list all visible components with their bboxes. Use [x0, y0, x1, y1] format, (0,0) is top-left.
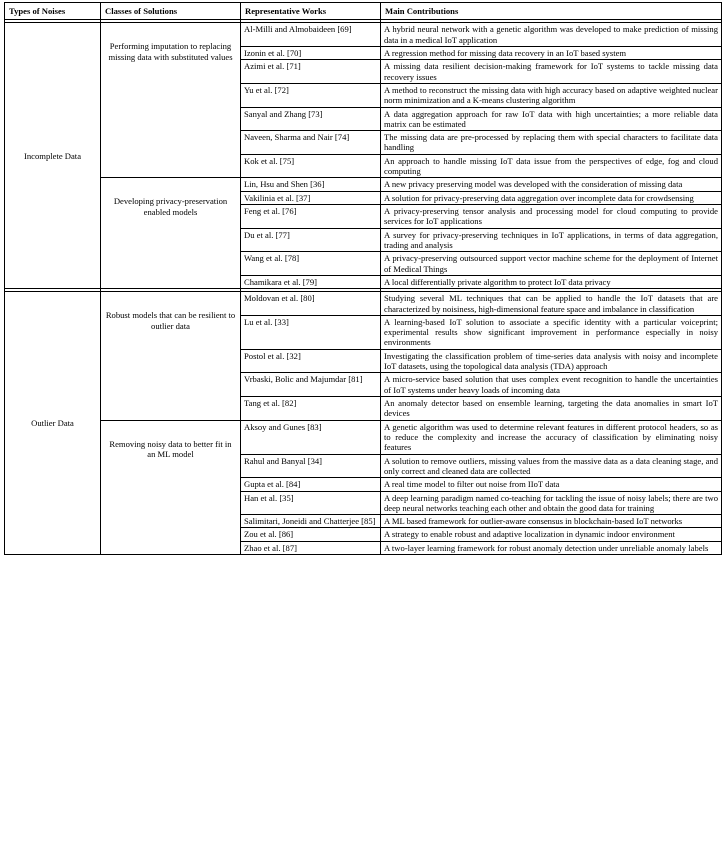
representative-work-cell: Gupta et al. [84]: [241, 478, 381, 491]
main-contribution-cell: A micro-service based solution that uses complex event recognition to handle the uncertainties of IoT systems under heavy loads of incoming data: [381, 373, 722, 397]
noise-solutions-table: [4, 2, 722, 555]
table-row: [5, 178, 722, 191]
representative-work-cell: Postol et al. [32]: [241, 349, 381, 373]
representative-work-cell: Lin, Hsu and Shen [36]: [241, 178, 381, 191]
noise-type-cell: Outlier Data: [5, 292, 101, 555]
representative-work-cell: Aksoy and Gunes [83]: [241, 420, 381, 454]
main-contribution-cell: A privacy-preserving outsourced support vector machine scheme for the deployment of Internet of Medical Things: [381, 252, 722, 276]
main-contribution-cell: A learning-based IoT solution to associate a specific identity with a particular voiceprint; experimental results show significant improvement in performance especially in noisy environments: [381, 315, 722, 349]
main-contribution-cell: A data aggregation approach for raw IoT data with high uncertainties; a more reliable data matrix can be estimated: [381, 107, 722, 131]
main-contribution-cell: A deep learning paradigm named co-teaching for tackling the issue of noisy labels; there are two deep neural networks teaching each other and obtain the good data for training: [381, 491, 722, 515]
table-body: [5, 20, 722, 555]
table-row: [5, 292, 722, 316]
representative-work-cell: Yu et al. [72]: [241, 83, 381, 107]
header-main-contributions: Main Contributions: [381, 3, 722, 20]
header-types-of-noises: Types of Noises: [5, 3, 101, 20]
representative-work-cell: Zou et al. [86]: [241, 528, 381, 541]
solution-class-cell: Robust models that can be resilient to outlier data: [101, 292, 241, 420]
table-row: [5, 23, 722, 47]
main-contribution-cell: A two-layer learning framework for robust anomaly detection under unreliable anomaly labels: [381, 541, 722, 554]
table-header: [5, 3, 722, 20]
representative-work-cell: Vrbaski, Bolic and Majumdar [81]: [241, 373, 381, 397]
representative-work-cell: Salimitari, Joneidi and Chatterjee [85]: [241, 515, 381, 528]
solution-class-cell: Performing imputation to replacing missing data with substituted values: [101, 23, 241, 178]
main-contribution-cell: A real time model to filter out noise from IIoT data: [381, 478, 722, 491]
solution-class-cell: Developing privacy-preservation enabled models: [101, 178, 241, 289]
representative-work-cell: Izonin et al. [70]: [241, 46, 381, 59]
main-contribution-cell: The missing data are pre-processed by replacing them with special characters to facilitate data handling: [381, 131, 722, 155]
main-contribution-cell: An approach to handle missing IoT data issue from the perspectives of edge, fog and cloud computing: [381, 154, 722, 178]
main-contribution-cell: Investigating the classification problem of time-series data analysis with noisy and incomplete IoT datasets, using the topological data analysis (TDA) approach: [381, 349, 722, 373]
representative-work-cell: Al-Milli and Almobaideen [69]: [241, 23, 381, 47]
representative-work-cell: Lu et al. [33]: [241, 315, 381, 349]
main-contribution-cell: An anomaly detector based on ensemble learning, targeting the data anomalies in smart IoT devices: [381, 397, 722, 421]
solution-class-cell: Removing noisy data to better fit in an ML model: [101, 420, 241, 554]
main-contribution-cell: A missing data resilient decision-making framework for IoT systems to tackle missing data recovery issues: [381, 60, 722, 84]
noise-type-cell: Incomplete Data: [5, 23, 101, 289]
header-classes-of-solutions: Classes of Solutions: [101, 3, 241, 20]
representative-work-cell: Naveen, Sharma and Nair [74]: [241, 131, 381, 155]
main-contribution-cell: A new privacy preserving model was developed with the consideration of missing data: [381, 178, 722, 191]
main-contribution-cell: A hybrid neural network with a genetic algorithm was developed to make prediction of missing data in a medical IoT application: [381, 23, 722, 47]
representative-work-cell: Azimi et al. [71]: [241, 60, 381, 84]
table-row: [5, 420, 722, 454]
representative-work-cell: Han et al. [35]: [241, 491, 381, 515]
representative-work-cell: Sanyal and Zhang [73]: [241, 107, 381, 131]
main-contribution-cell: A privacy-preserving tensor analysis and processing model for cloud computing to provide services for IoT applications: [381, 205, 722, 229]
representative-work-cell: Du et al. [77]: [241, 228, 381, 252]
representative-work-cell: Moldovan et al. [80]: [241, 292, 381, 316]
main-contribution-cell: A method to reconstruct the missing data with high accuracy based on adaptive weighted nuclear norm minimization and a K-means clustering algorithm: [381, 83, 722, 107]
representative-work-cell: Feng et al. [76]: [241, 205, 381, 229]
main-contribution-cell: A ML based framework for outlier-aware consensus in blockchain-based IoT networks: [381, 515, 722, 528]
representative-work-cell: Chamikara et al. [79]: [241, 275, 381, 288]
main-contribution-cell: A genetic algorithm was used to determine relevant features in different protocol headers, so as to reduce the complexity and increase the accuracy of classification by eliminating noisy features: [381, 420, 722, 454]
representative-work-cell: Wang et al. [78]: [241, 252, 381, 276]
main-contribution-cell: A local differentially private algorithm to protect IoT data privacy: [381, 275, 722, 288]
main-contribution-cell: Studying several ML techniques that can be applied to handle the IoT datasets that are characterized by noisiness, high-dimensional feature space and imbalance in classification: [381, 292, 722, 316]
main-contribution-cell: A solution to remove outliers, missing values from the massive data as a data cleaning stage, and only correct and cleaned data are collected: [381, 454, 722, 478]
main-contribution-cell: A regression method for missing data recovery in an IoT based system: [381, 46, 722, 59]
header-row: [5, 3, 722, 20]
representative-work-cell: Rahul and Banyal [34]: [241, 454, 381, 478]
representative-work-cell: Zhao et al. [87]: [241, 541, 381, 554]
representative-work-cell: Vakilinia et al. [37]: [241, 191, 381, 204]
header-representative-works: Representative Works: [241, 3, 381, 20]
main-contribution-cell: A survey for privacy-preserving techniques in IoT applications, in terms of data aggregation, trading and analysis: [381, 228, 722, 252]
representative-work-cell: Kok et al. [75]: [241, 154, 381, 178]
representative-work-cell: Tang et al. [82]: [241, 397, 381, 421]
main-contribution-cell: A strategy to enable robust and adaptive localization in dynamic indoor environment: [381, 528, 722, 541]
main-contribution-cell: A solution for privacy-preserving data aggregation over incomplete data for crowdsensing: [381, 191, 722, 204]
